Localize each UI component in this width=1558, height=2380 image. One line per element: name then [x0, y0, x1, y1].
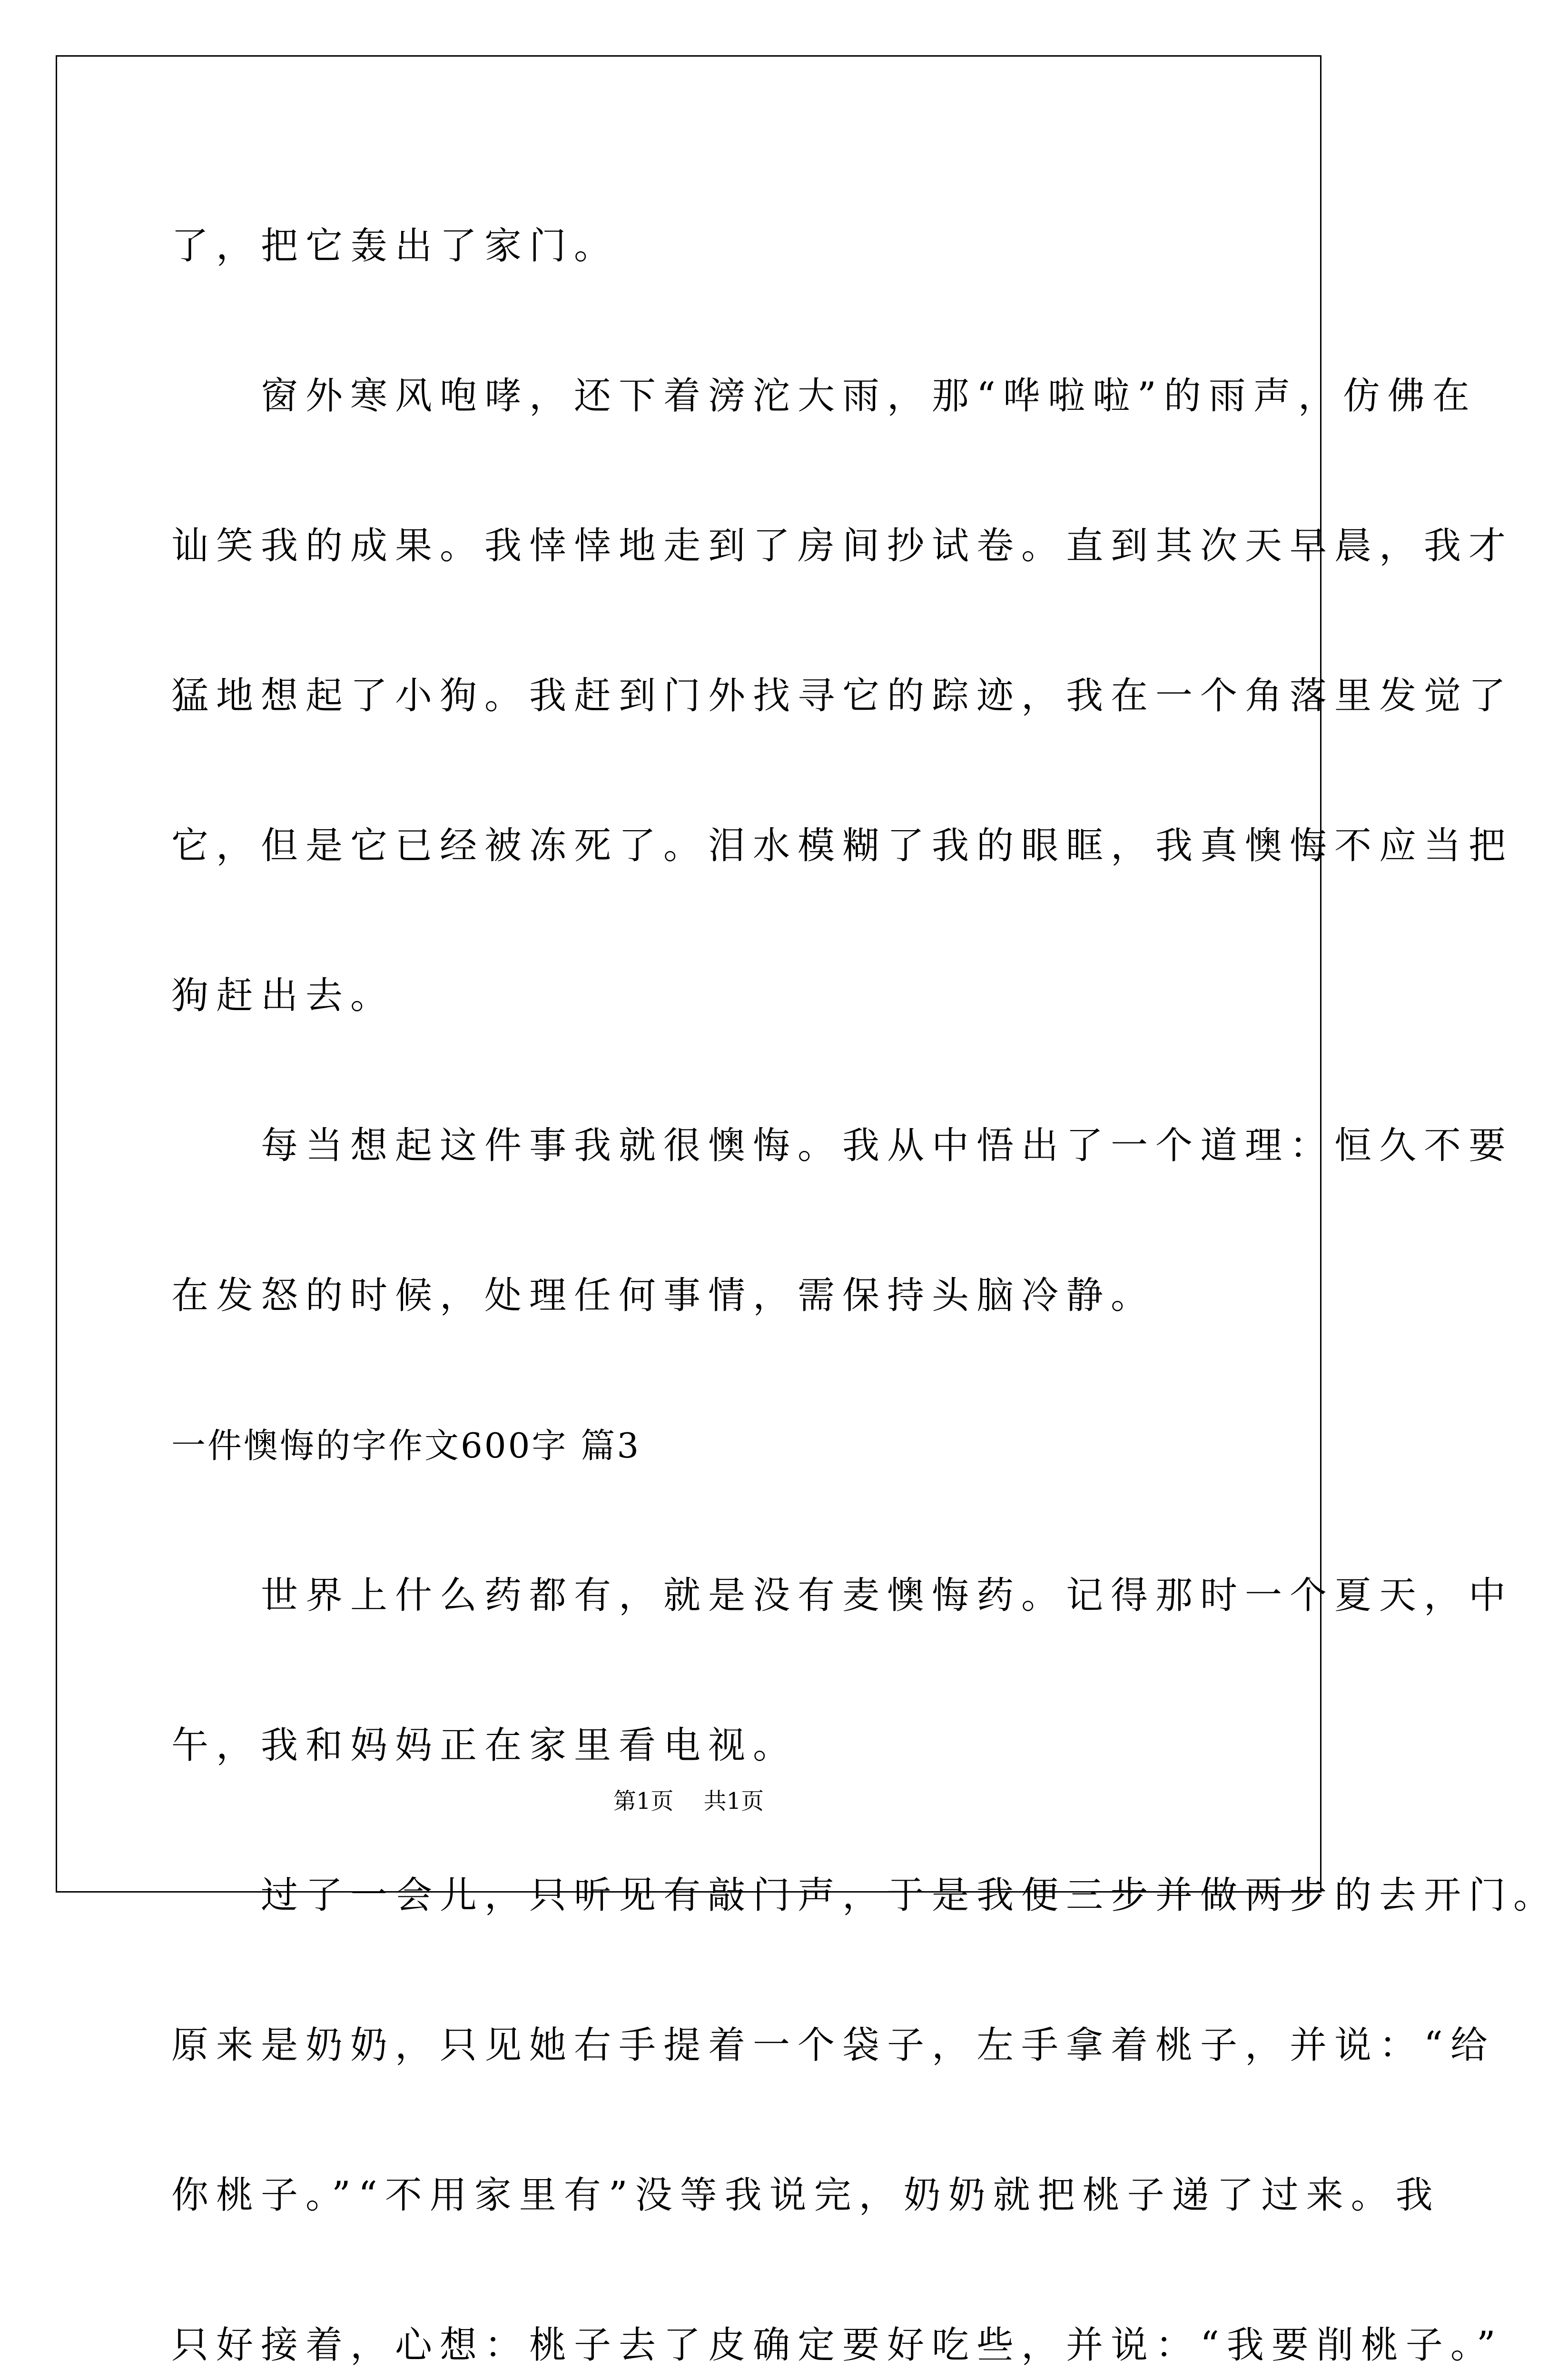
- text-line: 了，把它轰出了家门。: [171, 225, 619, 268]
- text-line: 你桃子。”“不用家里有”没等我说完，奶奶就把桃子递了过来。我: [171, 2174, 1440, 2217]
- page-total: 共1页: [703, 1788, 764, 1815]
- text-line: 只好接着，心想：桃子去了皮确定要好吃些，并说：“我要削桃子。”: [171, 2324, 1503, 2367]
- text-line: 午，我和妈妈正在家里看电视。: [171, 1724, 798, 1767]
- page-footer: [0, 1783, 1377, 1815]
- text-line: 窗外寒风咆哮，还下着滂沱大雨，那“哗啦啦”的雨声，仿佛在: [171, 375, 1477, 417]
- text-line: 原来是奶奶，只见她右手提着一个袋子，左手拿着桃子，并说：“给: [171, 2024, 1495, 2067]
- text-line: 在发怒的时候，处理任何事情，需保持头脑冷静。: [171, 1274, 1156, 1317]
- text-line: 猛地想起了小狗。我赶到门外找寻它的踪迹，我在一个角落里发觉了: [171, 674, 1514, 717]
- section-title: 一件懊悔的字作文600字 篇3: [171, 1426, 641, 1466]
- text-line: 过了一会儿，只听见有敲门声，于是我便三步并做两步的去开门。: [171, 1874, 1558, 1917]
- text-line: 每当想起这件事我就很懊悔。我从中悟出了一个道理：恒久不要: [171, 1124, 1514, 1167]
- text-line: 世界上什么药都有，就是没有麦懊悔药。记得那时一个夏天，中: [171, 1574, 1514, 1617]
- text-line: 讪笑我的成果。我悻悻地走到了房间抄试卷。直到其次天早晨，我才: [171, 525, 1514, 567]
- document-body: [171, 171, 1558, 2380]
- page-number: 第1页: [613, 1788, 674, 1815]
- text-line: 它，但是它已经被冻死了。泪水模糊了我的眼眶，我真懊悔不应当把: [171, 824, 1514, 867]
- text-line: 狗赶出去。: [171, 974, 395, 1017]
